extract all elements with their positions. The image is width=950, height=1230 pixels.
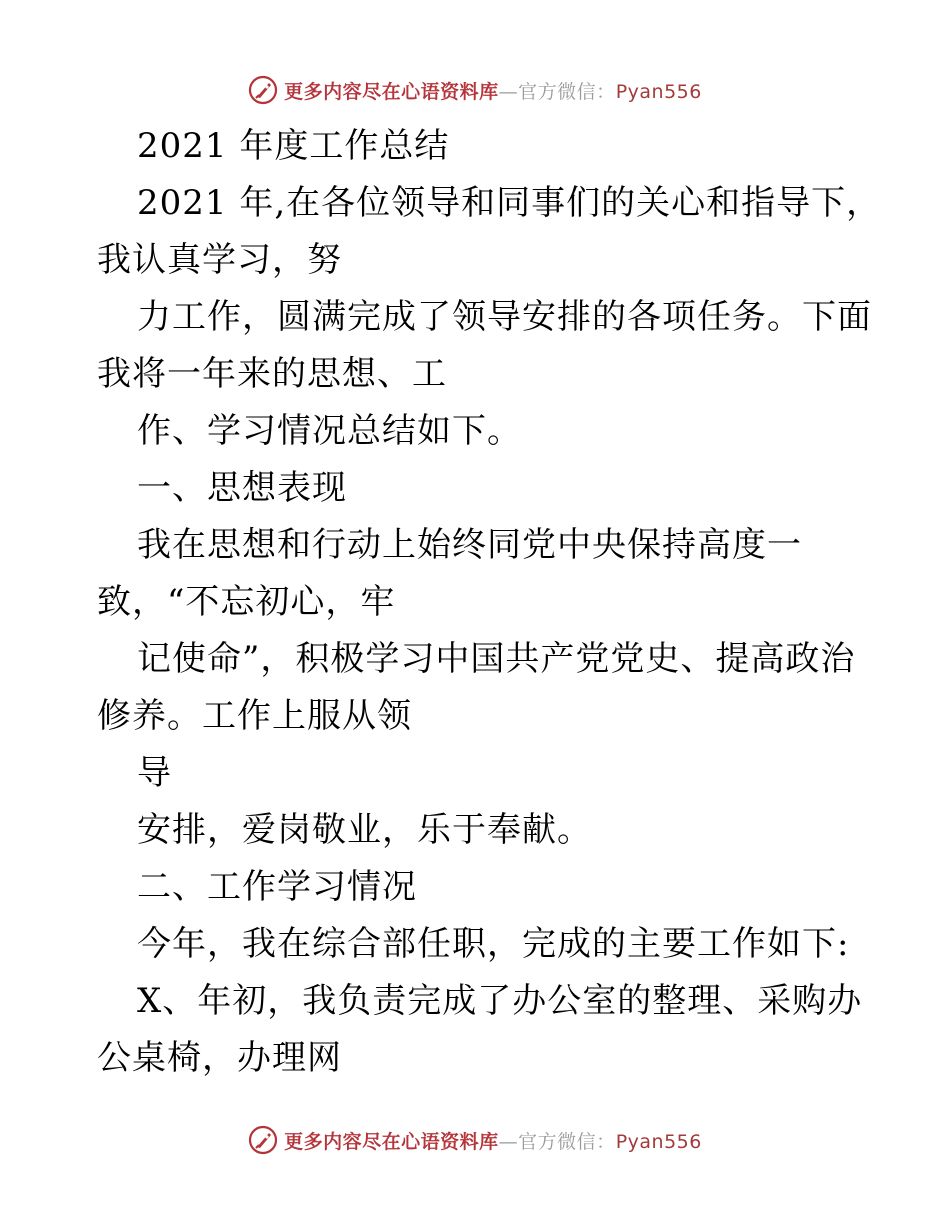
feather-pen-logo-icon [248, 1125, 278, 1155]
watermark-wechat-id: Pyan556 [615, 80, 702, 103]
watermark-text [284, 77, 702, 104]
footer-watermark [0, 1120, 950, 1160]
paragraph-line: 致，“不忘初心，牢 [97, 582, 396, 622]
paragraph-line: X、年初，我负责完成了办公室的整理、采购办 [137, 981, 863, 1021]
paragraph-line: 我认真学习，努 [97, 240, 342, 280]
paragraph-line: 公桌椅，办理网 [97, 1038, 342, 1078]
feather-pen-logo-icon [248, 75, 278, 105]
paragraph-line: 导 [137, 753, 172, 793]
watermark-site: 更多内容尽在心语资料库 [284, 1130, 499, 1153]
watermark-wechat-label: 官方微信： [518, 1130, 616, 1153]
watermark-separator: — [498, 1130, 519, 1153]
paragraph-line: 力工作，圆满完成了领导安排的各项任务。下面 [137, 297, 872, 337]
document-title: 2021 年度工作总结 [137, 126, 450, 166]
paragraph-line: 我在思想和行动上始终同党中央保持高度一 [137, 525, 802, 565]
paragraph-line: 2021 年,在各位领导和同事们的关心和指导下， [137, 183, 882, 223]
watermark-wechat-id: Pyan556 [615, 1130, 702, 1153]
paragraph-line: 记使命”，积极学习中国共产党党史、提高政治 [137, 639, 856, 679]
watermark-site: 更多内容尽在心语资料库 [284, 80, 499, 103]
watermark-separator: — [498, 80, 519, 103]
section-heading: 二、工作学习情况 [137, 867, 417, 907]
watermark-wechat-label: 官方微信： [518, 80, 616, 103]
paragraph-line: 修养。工作上服从领 [97, 696, 412, 736]
header-watermark [0, 70, 950, 110]
section-heading: 一、思想表现 [137, 468, 347, 508]
paragraph-line: 作、学习情况总结如下。 [137, 411, 522, 451]
paragraph-line: 安排，爱岗敬业，乐于奉献。 [137, 810, 592, 850]
paragraph-line: 今年，我在综合部任职，完成的主要工作如下: [137, 924, 850, 964]
paragraph-line: 我将一年来的思想、工 [97, 354, 447, 394]
watermark-text [284, 1127, 702, 1154]
document-body [97, 118, 882, 1087]
